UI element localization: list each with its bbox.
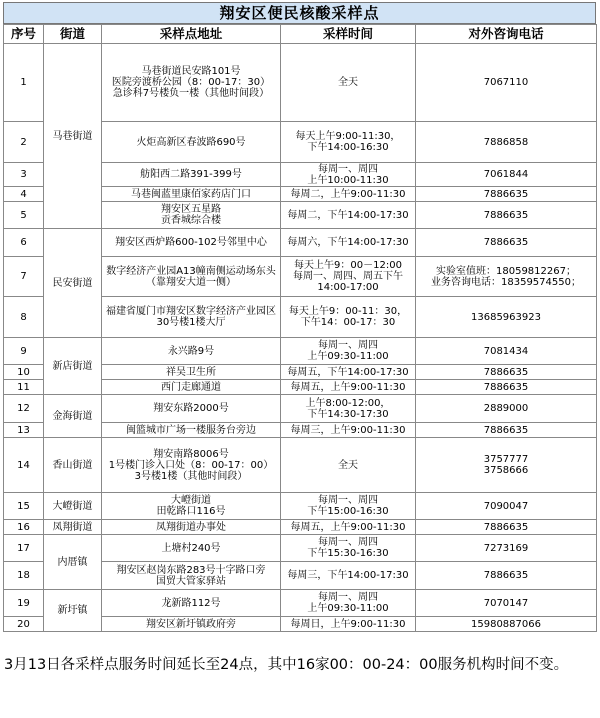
phone-cell: 7067110 bbox=[416, 44, 597, 122]
address-cell: 马巷街道民安路101号 医院旁渡桥公园（8：00-17：30） 急诊科7号楼负一楼（其他时间段） bbox=[102, 44, 281, 122]
row-number: 7 bbox=[4, 257, 44, 297]
time-cell: 上午8:00-12:00， 下午14:30-17:30 bbox=[281, 395, 416, 423]
address-cell: 福建省厦门市翔安区数字经济产业园区30号楼1楼大厅 bbox=[102, 297, 281, 338]
sampling-sheet bbox=[3, 2, 596, 632]
row-number: 5 bbox=[4, 202, 44, 229]
row-number: 12 bbox=[4, 395, 44, 423]
phone-cell: 7886635 bbox=[416, 365, 597, 380]
col-header-street: 街道 bbox=[44, 25, 102, 44]
table-row bbox=[4, 438, 597, 493]
row-number: 15 bbox=[4, 493, 44, 520]
phone-cell: 7061844 bbox=[416, 163, 597, 187]
sampling-table bbox=[3, 24, 597, 632]
address-cell: 翔安区西炉路600-102号邻里中心 bbox=[102, 229, 281, 257]
street-cell: 民安街道 bbox=[44, 229, 102, 338]
address-cell: 大嶝街道 田乾路口116号 bbox=[102, 493, 281, 520]
address-cell: 凤翔街道办事处 bbox=[102, 520, 281, 535]
address-cell: 舫阳西二路391-399号 bbox=[102, 163, 281, 187]
footnote: 3月13日各采样点服务时间延长至24点，其中16家00：00-24：00服务机构时间不变。 bbox=[4, 657, 569, 673]
col-header-no: 序号 bbox=[4, 25, 44, 44]
row-number: 8 bbox=[4, 297, 44, 338]
time-cell: 每周五，上午9:00-11:30 bbox=[281, 380, 416, 395]
time-cell: 每周一、周四 上午09:30-11:00 bbox=[281, 338, 416, 365]
row-number: 14 bbox=[4, 438, 44, 493]
sheet-title: 翔安区便民核酸采样点 bbox=[3, 2, 596, 24]
phone-cell: 7886635 bbox=[416, 202, 597, 229]
col-header-time: 采样时间 bbox=[281, 25, 416, 44]
col-header-phone: 对外咨询电话 bbox=[416, 25, 597, 44]
phone-cell: 7886635 bbox=[416, 229, 597, 257]
address-cell: 翔安区赵岗东路283号十字路口旁 国贸大管家驿站 bbox=[102, 562, 281, 590]
table-row bbox=[4, 229, 597, 257]
address-cell: 祥吴卫生所 bbox=[102, 365, 281, 380]
time-cell: 每天上午9:00-11:30， 下午14:00-16:30 bbox=[281, 122, 416, 163]
address-cell: 上塘村240号 bbox=[102, 535, 281, 562]
time-cell: 每周一、周四 上午10:00-11:30 bbox=[281, 163, 416, 187]
table-row bbox=[4, 395, 597, 423]
time-cell: 每周一、周四 上午09:30-11:00 bbox=[281, 590, 416, 617]
street-cell: 马巷街道 bbox=[44, 44, 102, 229]
address-cell: 马巷闽蓝里康佰家药店门口 bbox=[102, 187, 281, 202]
address-cell: 火炬高新区春波路690号 bbox=[102, 122, 281, 163]
phone-cell: 7886635 bbox=[416, 520, 597, 535]
time-cell: 每周二，上午9:00-11:30 bbox=[281, 187, 416, 202]
row-number: 20 bbox=[4, 617, 44, 632]
row-number: 3 bbox=[4, 163, 44, 187]
phone-cell: 实验室值班：18059812267； 业务咨询电话：18359574550； bbox=[416, 257, 597, 297]
time-cell: 每周一、周四 下午15:00-16:30 bbox=[281, 493, 416, 520]
col-header-address: 采样点地址 bbox=[102, 25, 281, 44]
address-cell: 数字经济产业园A13幢南侧运动场东头（靠翔安大道一侧） bbox=[102, 257, 281, 297]
phone-cell: 7886635 bbox=[416, 187, 597, 202]
phone-cell: 7081434 bbox=[416, 338, 597, 365]
phone-cell: 7070147 bbox=[416, 590, 597, 617]
address-cell: 翔安南路8006号 1号楼门诊入口处（8：00-17：00） 3号楼1楼（其他时间段） bbox=[102, 438, 281, 493]
address-cell: 永兴路9号 bbox=[102, 338, 281, 365]
row-number: 2 bbox=[4, 122, 44, 163]
table-row bbox=[4, 590, 597, 617]
time-cell: 每周三，上午9:00-11:30 bbox=[281, 423, 416, 438]
street-cell: 新圩镇 bbox=[44, 590, 102, 632]
time-cell: 每周一、周四 下午15:30-16:30 bbox=[281, 535, 416, 562]
row-number: 16 bbox=[4, 520, 44, 535]
row-number: 11 bbox=[4, 380, 44, 395]
street-cell: 新店街道 bbox=[44, 338, 102, 395]
row-number: 10 bbox=[4, 365, 44, 380]
table-row bbox=[4, 44, 597, 122]
row-number: 1 bbox=[4, 44, 44, 122]
time-cell: 每周五，下午14:00-17:30 bbox=[281, 365, 416, 380]
address-cell: 闽篮城市广场一楼服务台旁边 bbox=[102, 423, 281, 438]
address-cell: 西门走廊通道 bbox=[102, 380, 281, 395]
row-number: 18 bbox=[4, 562, 44, 590]
phone-cell: 7273169 bbox=[416, 535, 597, 562]
time-cell: 全天 bbox=[281, 438, 416, 493]
phone-cell: 13685963923 bbox=[416, 297, 597, 338]
table-row bbox=[4, 520, 597, 535]
address-cell: 翔安东路2000号 bbox=[102, 395, 281, 423]
phone-cell: 3757777 3758666 bbox=[416, 438, 597, 493]
time-cell: 全天 bbox=[281, 44, 416, 122]
row-number: 4 bbox=[4, 187, 44, 202]
street-cell: 内厝镇 bbox=[44, 535, 102, 590]
phone-cell: 7886635 bbox=[416, 562, 597, 590]
phone-cell: 7886635 bbox=[416, 423, 597, 438]
time-cell: 每周二，下午14:00-17:30 bbox=[281, 202, 416, 229]
row-number: 9 bbox=[4, 338, 44, 365]
table-row bbox=[4, 535, 597, 562]
street-cell: 香山街道 bbox=[44, 438, 102, 493]
phone-cell: 15980887066 bbox=[416, 617, 597, 632]
header-row bbox=[4, 25, 597, 44]
street-cell: 大嶝街道 bbox=[44, 493, 102, 520]
phone-cell: 7886635 bbox=[416, 380, 597, 395]
phone-cell: 7886858 bbox=[416, 122, 597, 163]
row-number: 17 bbox=[4, 535, 44, 562]
street-cell: 金海街道 bbox=[44, 395, 102, 438]
table-row bbox=[4, 338, 597, 365]
address-cell: 翔安区五星路 贡香城综合楼 bbox=[102, 202, 281, 229]
row-number: 19 bbox=[4, 590, 44, 617]
row-number: 13 bbox=[4, 423, 44, 438]
street-cell: 凤翔街道 bbox=[44, 520, 102, 535]
time-cell: 每天上午9：00－12:00 每周一、周四、周五下午 14:00-17:00 bbox=[281, 257, 416, 297]
address-cell: 龙新路112号 bbox=[102, 590, 281, 617]
time-cell: 每周三，下午14:00-17:30 bbox=[281, 562, 416, 590]
time-cell: 每周六，下午14:00-17:30 bbox=[281, 229, 416, 257]
address-cell: 翔安区新圩镇政府旁 bbox=[102, 617, 281, 632]
row-number: 6 bbox=[4, 229, 44, 257]
time-cell: 每周日，上午9:00-11:30 bbox=[281, 617, 416, 632]
phone-cell: 2889000 bbox=[416, 395, 597, 423]
time-cell: 每天上午9：00-11：30， 下午14：00-17：30 bbox=[281, 297, 416, 338]
phone-cell: 7090047 bbox=[416, 493, 597, 520]
table-row bbox=[4, 493, 597, 520]
time-cell: 每周五，上午9:00-11:30 bbox=[281, 520, 416, 535]
